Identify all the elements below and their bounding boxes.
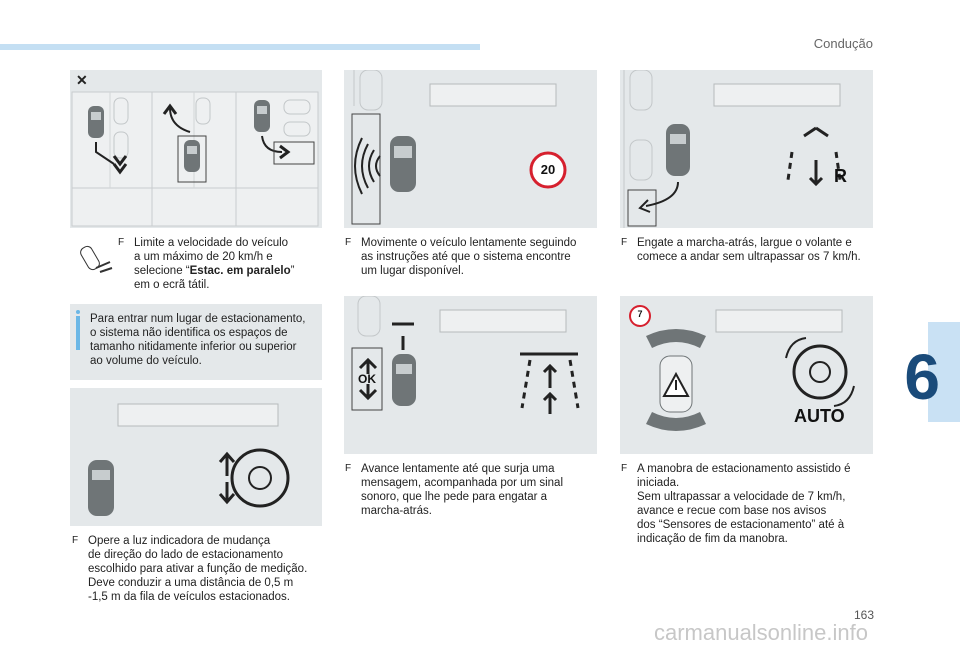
close-icon[interactable]: ✕ [76, 72, 88, 88]
auto-label: AUTO [794, 406, 845, 426]
step-line: mensagem, acompanhada por um sinal [361, 477, 564, 489]
step-line: comece a andar sem ultrapassar os 7 km/h. [637, 251, 861, 263]
info-note [70, 304, 322, 380]
step-line: iniciada. [637, 477, 680, 489]
info-icon-bar [76, 316, 80, 350]
info-icon [76, 310, 80, 314]
step-bullet: F [621, 463, 628, 474]
ok-label: OK [358, 372, 376, 386]
illustration-search-space [344, 70, 597, 228]
menu-option-parallel: Estac. em paralelo [189, 265, 291, 277]
step-maneuver [621, 462, 877, 550]
search-space-drawing [344, 70, 597, 228]
info-line: o sistema não identifica os espaços de [90, 327, 288, 339]
step-advance [345, 462, 597, 522]
step-line: Avance lentamente até que surja uma [361, 463, 555, 475]
step-line: escolhido para ativar a função de medição. [88, 563, 308, 575]
ok-signal-drawing [344, 296, 597, 454]
step-line: um lugar disponível. [361, 265, 464, 277]
reverse-gear-label: R [834, 166, 847, 186]
parking-modes-drawing [70, 70, 322, 228]
step-line: de direção do lado de estacionamento [88, 549, 284, 561]
step-line: avance e recue com base nos avisos [637, 505, 827, 517]
step-limit-speed [118, 236, 318, 296]
step-line: Engate a marcha-atrás, largue o volante e [637, 237, 852, 249]
info-line: tamanho nitidamente inferior ou superior [90, 341, 297, 353]
info-line: ao volume do veículo. [90, 355, 202, 367]
auto-steer-drawing [620, 296, 873, 454]
step-line: selecione “Estac. em paralelo” [134, 265, 295, 277]
step-search [345, 236, 597, 282]
step-line: A manobra de estacionamento assistido é [637, 463, 851, 475]
step-line: Movimente o veículo lentamente seguindo [361, 237, 577, 249]
step-line: as instruções até que o sistema encontre [361, 251, 571, 263]
step-bullet: F [345, 463, 352, 474]
car-speed-icon [74, 240, 114, 274]
step-line: a um máximo de 20 km/h e [134, 251, 273, 263]
step-indicator [72, 534, 324, 606]
step-line: marcha-atrás. [361, 505, 432, 517]
step-bullet: F [621, 237, 628, 248]
step-bullet: F [345, 237, 352, 248]
step-line: Deve conduzir a uma distância de 0,5 m [88, 577, 294, 589]
illustration-reverse [620, 70, 873, 228]
step-badge: 7 [637, 309, 643, 319]
step-line: em o ecrã tátil. [134, 279, 210, 291]
illustration-ok-signal [344, 296, 597, 454]
step-line: dos “Sensores de estacionamento” até à [637, 519, 845, 531]
step-line: indicação de fim da manobra. [637, 533, 788, 545]
chapter-number: 6 [904, 341, 940, 413]
step-line: -1,5 m da fila de veículos estacionados. [88, 591, 291, 603]
section-title: Condução [813, 36, 873, 51]
step-bullet: F [118, 237, 125, 248]
step-line: Sem ultrapassar a velocidade de 7 km/h, [637, 491, 846, 503]
illustration-parking-modes [70, 70, 322, 228]
watermark: carmanualsonline.info [653, 620, 868, 645]
illustration-indicator [70, 388, 322, 526]
step-reverse [621, 236, 877, 268]
step-line: Limite a velocidade do veículo [134, 237, 289, 249]
page-number: 163 [853, 608, 874, 622]
header-bar [0, 44, 480, 50]
step-bullet: F [72, 535, 79, 546]
info-line: Para entrar num lugar de estacionamento, [90, 313, 306, 325]
reverse-drawing [620, 70, 873, 228]
step-line: Opere a luz indicadora de mudança [88, 535, 271, 547]
step-line: sonoro, que lhe pede para engatar a [361, 491, 548, 503]
illustration-auto-steer [620, 296, 873, 454]
indicator-drawing [70, 388, 322, 526]
speed-limit-sign: 20 [540, 162, 556, 177]
